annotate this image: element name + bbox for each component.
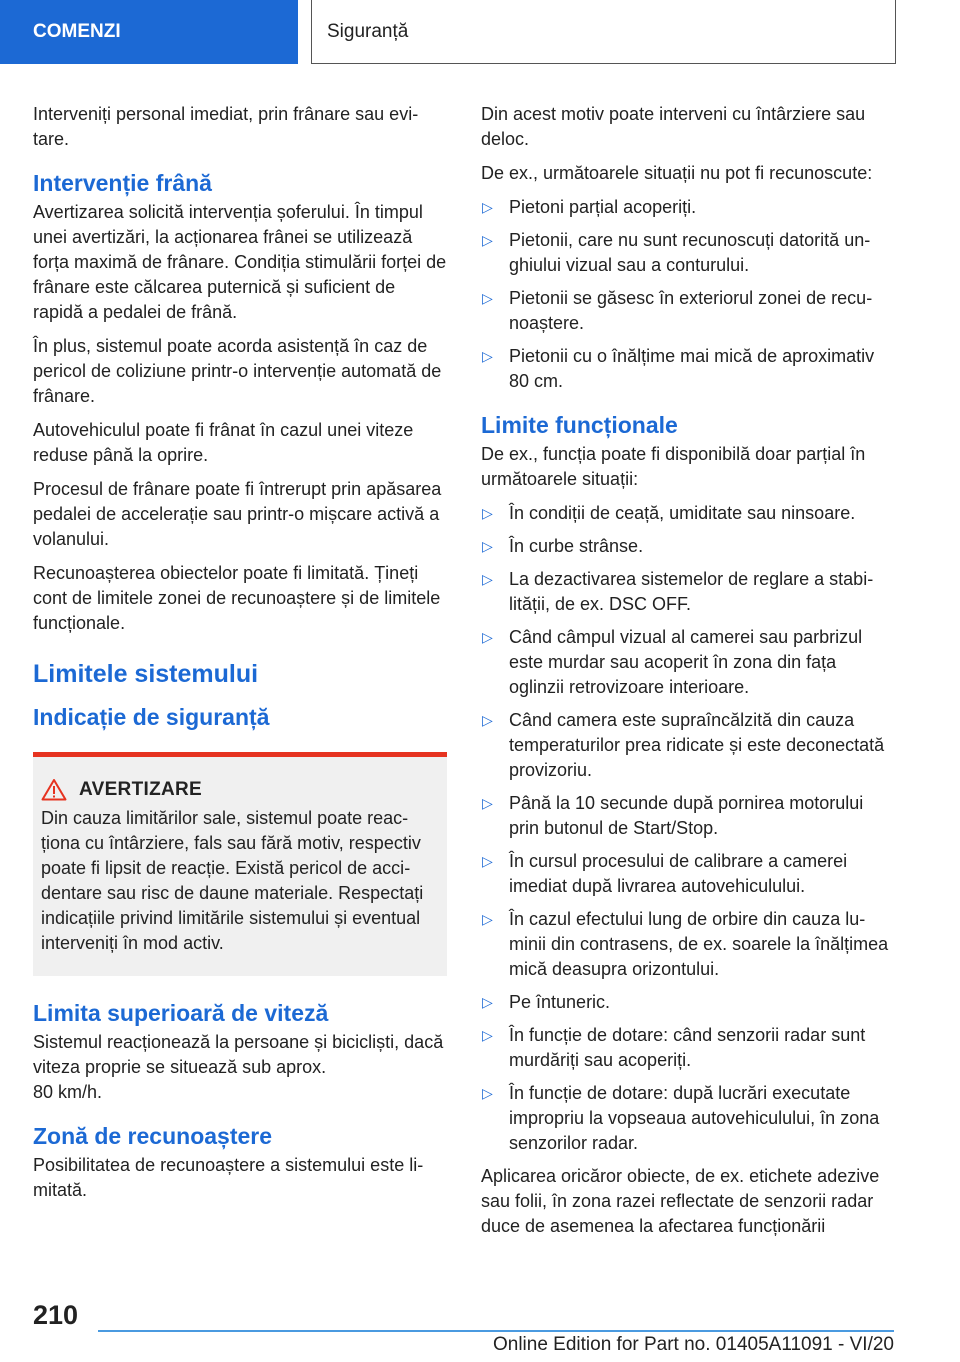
list-item: ▷ Când câmpul vizual al camerei sau parbrizul este murdar sau acoperit în zona din fața oglinzii retrovizoare interioare. bbox=[482, 627, 863, 697]
heading-zona-recunoastere: Zonă de recunoaștere bbox=[33, 1123, 273, 1149]
paragraph: Avertizarea solicită intervenția șoferului. În timpul unei avertizări, la acționarea frânei se utilizează forța maximă de frânare. Condiția stimulării forței de frânare este călcarea puternică și suficient de rapidă a pedalei de frână. bbox=[33, 202, 447, 322]
paragraph: De ex., următoarele situații nu pot fi recunoscute: bbox=[481, 163, 873, 183]
paragraph: Sistemul reacționează la persoane și bicicliști, dacă viteza proprie se situează sub aprox. bbox=[33, 1032, 444, 1077]
triangle-right-bullet-icon: ▷ bbox=[482, 571, 493, 587]
triangle-right-bullet-icon: ▷ bbox=[482, 505, 493, 521]
list-item: ▷ În condiții de ceață, umiditate sau ninsoare. bbox=[481, 501, 896, 526]
warning-triangle-icon bbox=[41, 778, 67, 801]
paragraph: Autovehiculul poate fi frânat în cazul unei viteze reduse până la oprire. bbox=[33, 420, 414, 465]
list-item: ▷ În cursul procesului de calibrare a camerei imediat după livrarea autovehiculului. bbox=[482, 851, 848, 896]
section-tab bbox=[0, 0, 298, 64]
triangle-right-bullet-icon: ▷ bbox=[482, 538, 493, 554]
triangle-right-bullet-icon: ▷ bbox=[482, 290, 493, 306]
triangle-right-bullet-icon: ▷ bbox=[482, 712, 493, 728]
list-item: ▷ Pietoni parțial acoperiți. bbox=[481, 195, 896, 220]
list-unrecognized bbox=[481, 195, 896, 394]
list-item: ▷ Pietonii se găsesc în exteriorul zonei de recunoaștere. bbox=[482, 288, 873, 333]
paragraph: De ex., funcția poate fi disponibilă doar parțial în următoarele situații: bbox=[481, 444, 866, 489]
footer-divider bbox=[98, 1330, 894, 1332]
triangle-right-bullet-icon: ▷ bbox=[482, 853, 493, 869]
triangle-right-bullet-icon: ▷ bbox=[482, 994, 493, 1010]
page-number: 210 bbox=[33, 1300, 79, 1330]
footer-edition: Online Edition for Part no. 01405A11091 - VI/20 bbox=[492, 1334, 894, 1355]
paragraph: Aplicarea oricăror obiecte, de ex. etichete adezive sau folii, în zona razei reflectate de senzorii radar duce de asemenea la afectarea funcționării bbox=[481, 1166, 880, 1236]
paragraph: Recunoașterea obiectelor poate fi limitată. Țineți cont de limitele zonei de recunoaștere și de limitele funcționale. bbox=[33, 563, 441, 633]
warning-box bbox=[33, 752, 447, 976]
triangle-right-bullet-icon: ▷ bbox=[482, 795, 493, 811]
list-functional-limits bbox=[481, 501, 896, 1156]
list-item: ▷ Pe întuneric. bbox=[481, 990, 896, 1015]
page-title: Siguranță bbox=[327, 20, 409, 42]
list-item: ▷ În cazul efectului lung de orbire din cauza luminii din contrasens, de ex. soarele la înălțimea mică deasupra orizontului. bbox=[482, 909, 889, 979]
heading-limitele-sistemului: Limitele sistemului bbox=[33, 660, 259, 688]
intro-paragraph: Interveniți personal imediat, prin frânare sau evitare. bbox=[33, 104, 419, 149]
paragraph: Posibilitatea de recunoaștere a sistemului este limitată. bbox=[33, 1155, 424, 1200]
list-item: ▷ Până la 10 secunde după pornirea motorului prin butonul de Start/Stop. bbox=[482, 793, 864, 838]
paragraph: Procesul de frânare poate fi întrerupt prin apăsarea pedalei de accelerație sau printr-o mișcare activă a volanului. bbox=[33, 479, 442, 549]
triangle-right-bullet-icon: ▷ bbox=[482, 1027, 493, 1043]
warning-title: AVERTIZARE bbox=[79, 779, 202, 800]
header-title-box bbox=[311, 0, 896, 64]
triangle-right-bullet-icon: ▷ bbox=[482, 232, 493, 248]
triangle-right-bullet-icon: ▷ bbox=[482, 348, 493, 364]
list-item: ▷ În funcție de dotare: după lucrări executate impropriu la vopseaua autovehiculului, în zona senzorilor radar. bbox=[482, 1083, 880, 1153]
list-item: ▷ În funcție de dotare: când senzorii radar sunt murdăriți sau acoperiți. bbox=[482, 1025, 866, 1070]
left-column bbox=[33, 102, 447, 1212]
list-item: ▷ Pietonii, care nu sunt recunoscuți datorită unghiului vizual sau a conturului. bbox=[482, 230, 871, 275]
list-item: ▷ În curbe strânse. bbox=[481, 534, 896, 559]
paragraph: Din acest motiv poate interveni cu întârziere sau deloc. bbox=[481, 104, 866, 149]
list-item: ▷ La dezactivarea sistemelor de reglare a stabilității, de ex. DSC OFF. bbox=[482, 569, 874, 614]
triangle-right-bullet-icon: ▷ bbox=[482, 1085, 493, 1101]
right-column bbox=[481, 102, 896, 1248]
list-item: ▷ Pietonii cu o înălțime mai mică de aproximativ 80 cm. bbox=[482, 346, 875, 391]
section-label: COMENZI bbox=[33, 21, 121, 42]
paragraph: În plus, sistemul poate acorda asistență în caz de pericol de coliziune printr-o intervenție automată de frânare. bbox=[33, 336, 442, 406]
heading-indicatie-siguranta: Indicație de siguranță bbox=[33, 704, 270, 730]
warning-header bbox=[41, 777, 439, 802]
triangle-right-bullet-icon: ▷ bbox=[482, 199, 493, 215]
heading-limite-functionale: Limite funcționale bbox=[481, 412, 678, 438]
heading-limita-viteza: Limita superioară de viteză bbox=[33, 1000, 329, 1026]
heading-interventie-frana: Intervenție frână bbox=[33, 170, 212, 196]
triangle-right-bullet-icon: ▷ bbox=[482, 629, 493, 645]
warning-text: Din cauza limitărilor sale, sistemul poate reacționa cu întârziere, fals sau fără motiv, respectiv poate fi lipsit de reacție. Există pericol de accidentare sau risc de daune materiale. Respectați indicațiile privind limitările sistemului și eventual interveniți în mod activ. bbox=[41, 808, 424, 953]
list-item: ▷ Când camera este supraîncălzită din cauza temperaturilor prea ridicate și este deconectată provizoriu. bbox=[482, 710, 885, 780]
paragraph: 80 km/h. bbox=[33, 1082, 103, 1102]
triangle-right-bullet-icon: ▷ bbox=[482, 911, 493, 927]
